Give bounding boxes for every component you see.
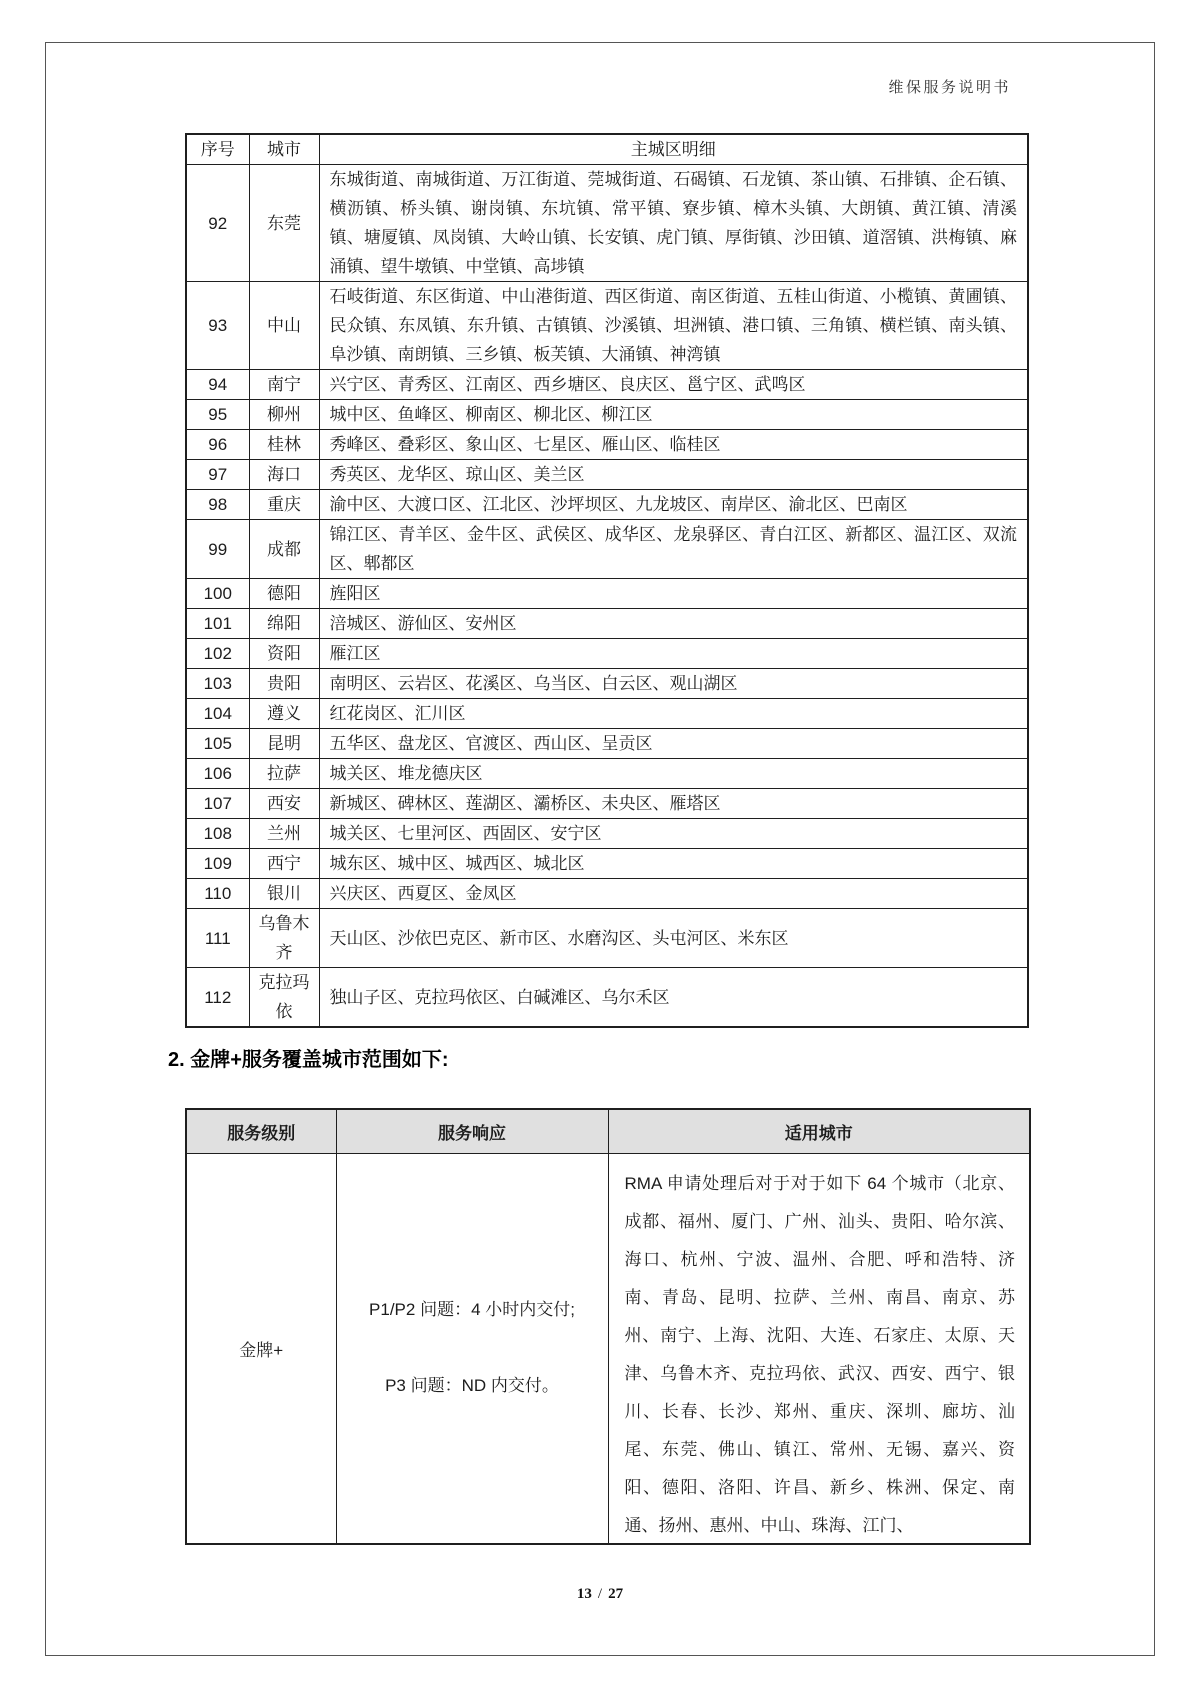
city-table-body [186, 165, 1028, 1028]
service-table-body [186, 1153, 1030, 1544]
table-row [186, 460, 1028, 490]
city-cell: 贵阳 [249, 669, 319, 699]
table-row [186, 520, 1028, 579]
service-table-header [186, 1109, 1030, 1153]
table-row [186, 669, 1028, 699]
applicable-cities-text: RMA 申请处理后对于对于如下 64 个城市（北京、成都、福州、厦门、广州、汕头、贵阳、哈尔滨、海口、杭州、宁波、温州、合肥、呼和浩特、济南、青岛、昆明、拉萨、兰州、南昌、南京、苏州、南宁、上海、沈阳、大连、石家庄、太原、天津、乌鲁木齐、克拉玛依、武汉、西安、西宁、银川、长春、长沙、郑州、重庆、深圳、廊坊、汕尾、东莞、佛山、镇江、常州、无锡、嘉兴、资阳、德阳、洛阳、许昌、新乡、株洲、保定、南通、扬州、惠州、中山、珠海、江门、 [624, 1173, 1015, 1533]
districts-cell: 秀峰区、叠彩区、象山区、七星区、雁山区、临桂区 [319, 430, 1028, 460]
city-cell: 中山 [249, 282, 319, 370]
row-index-cell: 99 [186, 520, 249, 579]
districts-cell: 渝中区、大渡口区、江北区、沙坪坝区、九龙坡区、南岸区、渝北区、巴南区 [319, 490, 1028, 520]
table-row [186, 370, 1028, 400]
city-cell: 重庆 [249, 490, 319, 520]
column-header-districts: 主城区明细 [319, 134, 1028, 165]
table-row [186, 400, 1028, 430]
table-row [186, 165, 1028, 282]
city-cell: 昆明 [249, 729, 319, 759]
districts-cell: 涪城区、游仙区、安州区 [319, 609, 1028, 639]
city-cell: 海口 [249, 460, 319, 490]
row-index-cell: 102 [186, 639, 249, 669]
city-cell: 德阳 [249, 579, 319, 609]
table-row [186, 789, 1028, 819]
city-cell: 南宁 [249, 370, 319, 400]
city-cell: 柳州 [249, 400, 319, 430]
row-index-cell: 111 [186, 909, 249, 968]
districts-cell: 锦江区、青羊区、金牛区、武侯区、成华区、龙泉驿区、青白江区、新都区、温江区、双流区、郫都区 [319, 520, 1028, 579]
table-row [186, 490, 1028, 520]
districts-cell: 红花岗区、汇川区 [319, 699, 1028, 729]
document-header-title: 维保服务说明书 [888, 80, 1011, 96]
table-row [186, 819, 1028, 849]
table-row [186, 609, 1028, 639]
table-row [186, 639, 1028, 669]
city-cell: 西安 [249, 789, 319, 819]
districts-cell: 兴宁区、青秀区、江南区、西乡塘区、良庆区、邕宁区、武鸣区 [319, 370, 1028, 400]
section-heading: 2. 金牌+服务覆盖城市范围如下: [168, 1049, 449, 1071]
table-row [186, 729, 1028, 759]
city-cell: 资阳 [249, 639, 319, 669]
row-index-cell: 95 [186, 400, 249, 430]
row-index-cell: 107 [186, 789, 249, 819]
districts-cell: 南明区、云岩区、花溪区、乌当区、白云区、观山湖区 [319, 669, 1028, 699]
response-line-p3: P3 问题：ND 内交付。 [385, 1376, 559, 1396]
table-row [186, 579, 1028, 609]
districts-cell: 城关区、堆龙德庆区 [319, 759, 1028, 789]
city-cell: 拉萨 [249, 759, 319, 789]
city-table [185, 133, 1029, 1028]
city-table-header-row [186, 134, 1028, 165]
service-level-cell: 金牌+ [186, 1153, 336, 1544]
districts-cell: 东城街道、南城街道、万江街道、莞城街道、石碣镇、石龙镇、茶山镇、石排镇、企石镇、横沥镇、桥头镇、谢岗镇、东坑镇、常平镇、寮步镇、樟木头镇、大朗镇、黄江镇、清溪镇、塘厦镇、凤岗镇、大岭山镇、长安镇、虎门镇、厚街镇、沙田镇、道滘镇、洪梅镇、麻涌镇、望牛墩镇、中堂镇、高埗镇 [319, 165, 1028, 282]
row-index-cell: 103 [186, 669, 249, 699]
table-row [186, 879, 1028, 909]
table-row [186, 699, 1028, 729]
row-index-cell: 108 [186, 819, 249, 849]
districts-cell: 五华区、盘龙区、官渡区、西山区、呈贡区 [319, 729, 1028, 759]
districts-cell: 旌阳区 [319, 579, 1028, 609]
city-cell: 乌鲁木齐 [249, 909, 319, 968]
row-index-cell: 93 [186, 282, 249, 370]
city-table-header [186, 134, 1028, 165]
districts-cell: 天山区、沙依巴克区、新市区、水磨沟区、头屯河区、米东区 [319, 909, 1028, 968]
service-level-table [185, 1108, 1031, 1545]
districts-cell: 新城区、碑林区、莲湖区、灞桥区、未央区、雁塔区 [319, 789, 1028, 819]
city-cell: 绵阳 [249, 609, 319, 639]
districts-cell: 城关区、七里河区、西固区、安宁区 [319, 819, 1028, 849]
city-cell: 遵义 [249, 699, 319, 729]
service-table-header-row [186, 1109, 1030, 1153]
city-cell: 兰州 [249, 819, 319, 849]
districts-cell: 兴庆区、西夏区、金凤区 [319, 879, 1028, 909]
districts-cell: 石岐街道、东区街道、中山港街道、西区街道、南区街道、五桂山街道、小榄镇、黄圃镇、民众镇、东凤镇、东升镇、古镇镇、沙溪镇、坦洲镇、港口镇、三角镇、横栏镇、南头镇、阜沙镇、南朗镇、三乡镇、板芙镇、大涌镇、神湾镇 [319, 282, 1028, 370]
table-row [186, 282, 1028, 370]
column-header-city: 城市 [249, 134, 319, 165]
service-table-row [186, 1153, 1030, 1544]
row-index-cell: 104 [186, 699, 249, 729]
city-cell: 成都 [249, 520, 319, 579]
table-row [186, 430, 1028, 460]
page-number-separator: / [597, 1586, 603, 1602]
page-footer [0, 1586, 1200, 1603]
response-line-p1p2: P1/P2 问题：4 小时内交付; [369, 1300, 575, 1320]
row-index-cell: 98 [186, 490, 249, 520]
column-header-applicable-city: 适用城市 [608, 1109, 1030, 1153]
city-cell: 克拉玛依 [249, 968, 319, 1028]
table-row [186, 849, 1028, 879]
city-cell: 桂林 [249, 430, 319, 460]
page-number-total: 27 [608, 1586, 624, 1602]
districts-cell: 秀英区、龙华区、琼山区、美兰区 [319, 460, 1028, 490]
row-index-cell: 100 [186, 579, 249, 609]
column-header-index: 序号 [186, 134, 249, 165]
table-row [186, 968, 1028, 1028]
applicable-cities-cell [608, 1153, 1030, 1544]
row-index-cell: 94 [186, 370, 249, 400]
row-index-cell: 105 [186, 729, 249, 759]
city-cell: 银川 [249, 879, 319, 909]
column-header-service-response: 服务响应 [336, 1109, 608, 1153]
row-index-cell: 96 [186, 430, 249, 460]
districts-cell: 独山子区、克拉玛依区、白碱滩区、乌尔禾区 [319, 968, 1028, 1028]
city-cell: 东莞 [249, 165, 319, 282]
row-index-cell: 109 [186, 849, 249, 879]
row-index-cell: 106 [186, 759, 249, 789]
districts-cell: 城东区、城中区、城西区、城北区 [319, 849, 1028, 879]
column-header-service-level: 服务级别 [186, 1109, 336, 1153]
districts-cell: 雁江区 [319, 639, 1028, 669]
row-index-cell: 101 [186, 609, 249, 639]
page-number-current: 13 [576, 1586, 592, 1602]
row-index-cell: 97 [186, 460, 249, 490]
row-index-cell: 92 [186, 165, 249, 282]
city-cell: 西宁 [249, 849, 319, 879]
row-index-cell: 110 [186, 879, 249, 909]
service-response-cell [336, 1153, 608, 1544]
table-row [186, 759, 1028, 789]
table-row [186, 909, 1028, 968]
row-index-cell: 112 [186, 968, 249, 1028]
districts-cell: 城中区、鱼峰区、柳南区、柳北区、柳江区 [319, 400, 1028, 430]
